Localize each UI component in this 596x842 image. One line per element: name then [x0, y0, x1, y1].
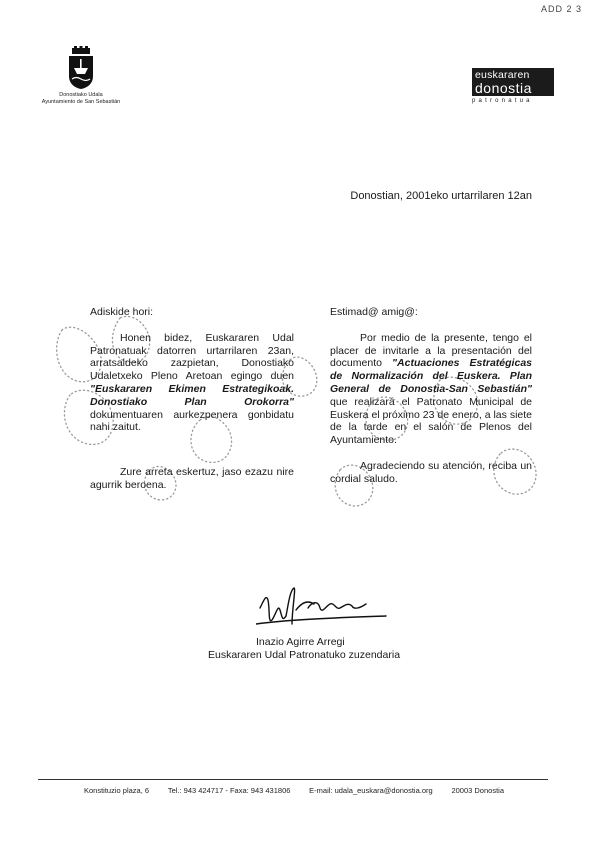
footer-email: E-mail: udala_euskara@donostia.org: [309, 786, 433, 795]
body-basque-pre: Honen bidez, Euskararen Udal Patronatuak datorren urtarrilaren 23an, arratsaldeko zazpietan, Donostiako Udaletxeko Pleno Aretoan egingo duen: [90, 331, 294, 383]
footer-address: Konstituzio plaza, 6: [84, 786, 150, 795]
closing-spanish: Agradeciendo su atención, reciba un cordial saludo.: [330, 459, 532, 485]
footer: [40, 786, 548, 795]
brand-line-1: euskararen: [475, 69, 530, 81]
footer-divider: [38, 779, 548, 780]
brand-logo: [472, 68, 554, 104]
basque-column: [90, 306, 294, 492]
letter-date: Donostian, 2001eko urtarrilaren 12an: [350, 190, 532, 202]
closing-basque: Zure arreta eskertuz, jaso ezazu nire agurrik beroena.: [90, 466, 294, 491]
document-title-spanish: "Actuaciones Estratégicas de Normalización del Euskera. Plan General de Donostia-San Sebastián": [330, 357, 532, 395]
document-stamp: ADD 2 3: [540, 4, 582, 14]
signer-role: Euskararen Udal Patronatuko zuzendaria: [208, 648, 401, 661]
document-title-basque: "Euskararen Ekimen Estrategikoak. Donostiako Plan Orokorra": [90, 382, 294, 408]
footer-city: 20003 Donostia: [451, 786, 504, 795]
crest-icon: [66, 46, 96, 90]
brand-line-2: donostia: [475, 80, 532, 96]
city-seal: [36, 46, 126, 106]
body-spanish-post: que realizará el Patronato Municipal de Euskera el próximo 23 de enero, a las siete de la tarde en el salón de Plenos del Ayuntamiento.: [330, 395, 532, 447]
spanish-column: [330, 306, 532, 486]
handwritten-signature: [256, 580, 396, 638]
body-basque: [90, 332, 294, 434]
signer-name: Inazio Agirre Arregi: [256, 636, 345, 648]
greeting-spanish: Estimad@ amig@:: [330, 306, 418, 318]
body-basque-post: dokumentuaren aurkezpenera gonbidatu nahi zaitut.: [90, 408, 294, 434]
body-spanish-pre: Por medio de la presente, tengo el placer de invitarle a la presentación del documento: [330, 331, 532, 370]
greeting-basque: Adiskide hori:: [90, 306, 154, 318]
seal-label-spanish: Ayuntamiento de San Sebastián: [41, 99, 121, 105]
body-spanish: [330, 332, 532, 447]
brand-line-3: patronatua: [472, 98, 533, 104]
footer-phone: Tel.: 943 424717 - Faxa: 943 431806: [167, 786, 291, 795]
seal-label-basque: Donostiako Udala: [59, 92, 103, 98]
signer-block: [208, 636, 400, 662]
